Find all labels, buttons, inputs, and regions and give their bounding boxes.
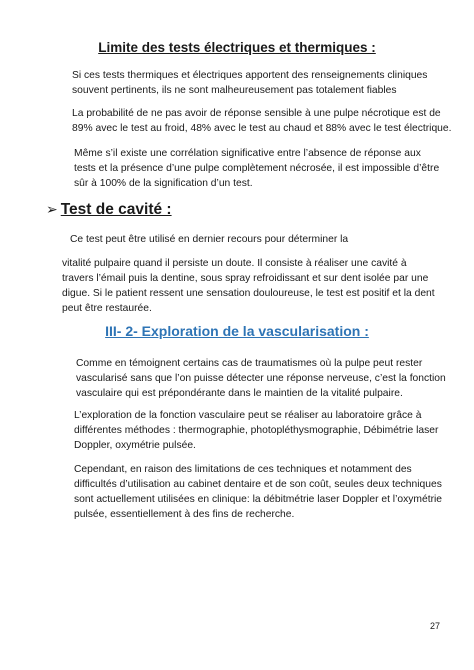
text-line: La probabilité de ne pas avoir de réponse sensible à une pulpe nécrotique est de (72, 108, 441, 119)
text-line: travers l’émail puis la dentine, sous spray refroidissant et sur dent isolée par une (62, 273, 429, 284)
section-title-limite-tests: Limite des tests électriques et thermiques : (98, 40, 376, 55)
text-line: Cependant, en raison des limitations de ces techniques et notamment des (74, 464, 412, 475)
section-title-test-cavite (46, 201, 172, 219)
text-line: sont actuellement utilisées en clinique: la débitmétrie laser Doppler et l’oxymétrie (74, 494, 443, 505)
paragraph-limite-2 (60, 106, 452, 136)
text-line: 89% avec le test au froid, 48% avec le test au chaud et 88% avec le test électrique. (72, 123, 452, 134)
text-line: Si ces tests thermiques et électriques apportent des renseignements cliniques (72, 70, 428, 81)
text-line: différentes méthodes : thermographie, photopléthysmographie, Débimétrie laser (74, 425, 439, 436)
paragraph-limite-3 (60, 146, 440, 191)
paragraph-limite-1 (60, 68, 440, 98)
paragraph-cavite-2 (60, 256, 440, 316)
paragraph-vasc-2 (60, 408, 440, 453)
text-line: pulsée, essentiellement à des fins de recherche. (74, 509, 295, 520)
text-line: peut être restaurée. (62, 303, 152, 314)
text-line: digue. Si le patient ressent une sensation douloureuse, le test est positif et la dent (62, 288, 435, 299)
text-line: vitalité pulpaire quand il persiste un doute. Il consiste à réaliser une cavité à (62, 258, 407, 269)
text-line: L’exploration de la fonction vasculaire peut se réaliser au laboratoire grâce à (74, 410, 422, 421)
text-line: sûr à 100% de la signification d’un test. (74, 178, 253, 189)
arrow-bullet-icon: ➢ (46, 201, 58, 217)
text-line: Ce test peut être utilisé en dernier recours pour déterminer la (70, 234, 349, 245)
text-line: tests et la présence d’une pulpe complètement nécrosée, il est impossible d’être (74, 163, 440, 174)
paragraph-cavite-1 (70, 232, 450, 247)
section-title-vascularisation: III- 2- Exploration de la vascularisation : (105, 323, 369, 339)
paragraph-vasc-3 (60, 462, 443, 522)
paragraph-vasc-1 (60, 356, 446, 401)
text-line: Comme en témoignent certains cas de traumatismes où la pulpe peut rester (76, 358, 423, 369)
section-title-text: Test de cavité : (60, 201, 172, 218)
text-line: Doppler, oxymétrie pulsée. (74, 440, 196, 451)
text-line: vascularisé sans que l’on puisse détecter une réponse nerveuse, c’est la fonction (76, 373, 446, 384)
text-line: difficultés d’utilisation au cabinet dentaire et de son coût, seules deux techniques (74, 479, 442, 490)
text-line: Même s’il existe une corrélation significative entre l’absence de réponse aux (74, 148, 421, 159)
text-line: vasculaire qui est prépondérante dans le maintien de la vitalité pulpaire. (76, 388, 403, 399)
text-line: souvent pertinents, ils ne sont malheureusement pas totalement fiables (72, 85, 397, 96)
page-number: 27 (430, 621, 441, 631)
